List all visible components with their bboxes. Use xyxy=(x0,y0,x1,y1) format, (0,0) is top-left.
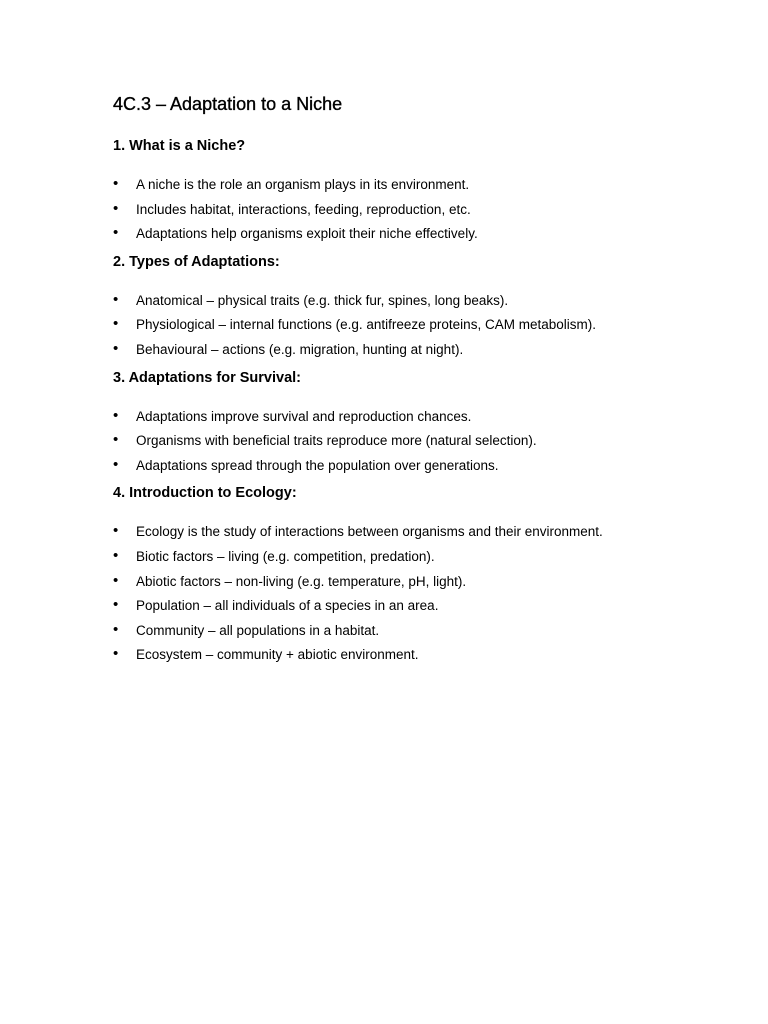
list-item-text: Adaptations improve survival and reproduction chances. xyxy=(136,408,472,424)
list-item xyxy=(113,622,768,647)
list-item-text: Adaptations spread through the population over generations. xyxy=(136,457,499,473)
bullet-icon: • xyxy=(113,645,119,663)
list-item xyxy=(113,341,768,366)
bullet-icon: • xyxy=(113,620,119,638)
document-title: 4C.3 – Adaptation to a Niche xyxy=(113,94,343,114)
list-item xyxy=(113,292,768,317)
bullet-icon: • xyxy=(113,431,119,449)
bullet-icon: • xyxy=(113,596,119,614)
bullet-icon: • xyxy=(113,522,119,540)
list-item-text: Population – all individuals of a species in an area. xyxy=(136,598,439,614)
list-item xyxy=(113,316,768,341)
section-heading: 2. Types of Adaptations: xyxy=(113,253,280,270)
section-introduction-to-ecology xyxy=(113,483,768,671)
bullet-icon: • xyxy=(113,546,119,564)
bullet-list xyxy=(113,523,768,671)
section-heading: 4. Introduction to Ecology: xyxy=(113,485,297,502)
list-item-text: Organisms with beneficial traits reproduce more (natural selection). xyxy=(136,433,537,449)
bullet-icon: • xyxy=(113,406,119,424)
list-item xyxy=(113,408,768,433)
list-item-text: Includes habitat, interactions, feeding, reproduction, etc. xyxy=(136,201,471,217)
list-item xyxy=(113,646,768,671)
bullet-icon: • xyxy=(113,571,119,589)
list-item-text: Biotic factors – living (e.g. competition, predation). xyxy=(136,548,435,564)
bullet-icon: • xyxy=(113,290,119,308)
section-what-is-a-niche xyxy=(113,136,768,250)
list-item-text: Physiological – internal functions (e.g. antifreeze proteins, CAM metabolism). xyxy=(136,317,596,333)
list-item-text: Community – all populations in a habitat. xyxy=(136,622,380,638)
list-item-text: Abiotic factors – non-living (e.g. temperature, pH, light). xyxy=(136,573,467,589)
bullet-icon: • xyxy=(113,199,119,217)
list-item-text: Adaptations help organisms exploit their niche effectively. xyxy=(136,226,478,242)
list-item xyxy=(113,225,768,250)
bullet-icon: • xyxy=(113,315,119,333)
list-item xyxy=(113,523,768,548)
list-item xyxy=(113,201,768,226)
section-adaptations-for-survival xyxy=(113,368,768,482)
bullet-list xyxy=(113,292,768,366)
bullet-icon: • xyxy=(113,455,119,473)
list-item xyxy=(113,573,768,598)
list-item-text: Ecology is the study of interactions between organisms and their environment. xyxy=(136,524,603,540)
bullet-list xyxy=(113,176,768,250)
bullet-list xyxy=(113,408,768,482)
list-item xyxy=(113,457,768,482)
section-heading: 3. Adaptations for Survival: xyxy=(113,369,301,386)
list-item-text: Anatomical – physical traits (e.g. thick fur, spines, long beaks). xyxy=(136,292,509,308)
list-item xyxy=(113,548,768,573)
section-heading: 1. What is a Niche? xyxy=(113,138,246,154)
section-types-of-adaptations xyxy=(113,252,768,366)
bullet-icon: • xyxy=(113,339,119,357)
bullet-icon: • xyxy=(113,224,119,242)
list-item xyxy=(113,432,768,457)
list-item xyxy=(113,597,768,622)
list-item-text: A niche is the role an organism plays in its environment. xyxy=(136,177,470,192)
list-item-text: Behavioural – actions (e.g. migration, hunting at night). xyxy=(136,341,464,357)
list-item xyxy=(113,176,768,201)
bullet-icon: • xyxy=(113,175,119,192)
list-item-text: Ecosystem – community + abiotic environment. xyxy=(136,647,419,663)
